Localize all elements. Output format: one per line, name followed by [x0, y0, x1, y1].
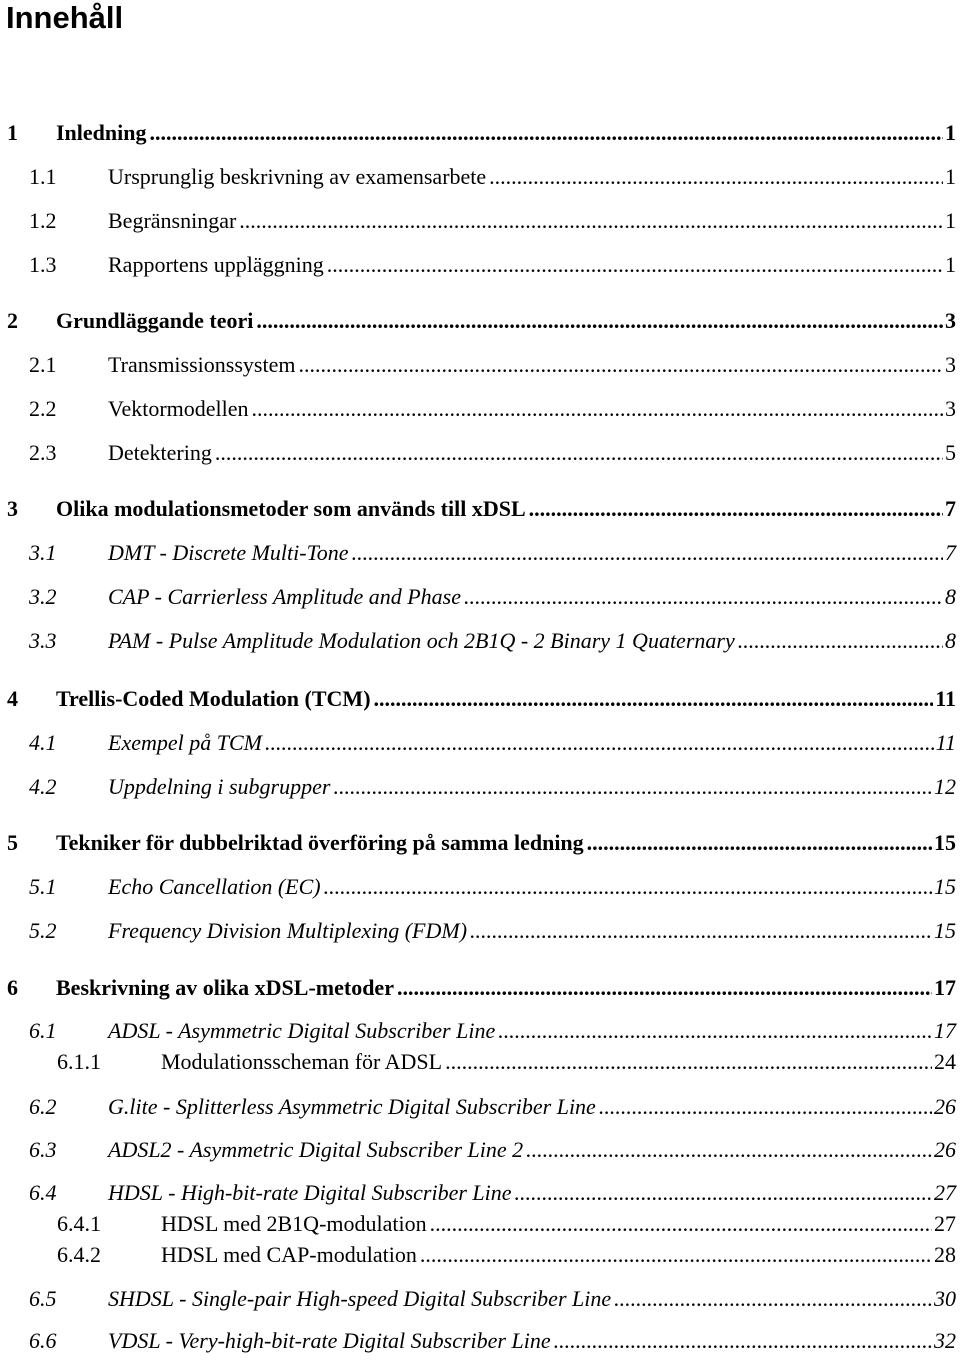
toc-leader-dots — [397, 975, 932, 1001]
toc-number: 3.1 — [29, 540, 57, 565]
toc-title: Inledning — [56, 120, 147, 145]
toc-leader-dots — [489, 164, 943, 190]
toc-leader-dots — [265, 730, 934, 756]
toc-page: 5 — [945, 440, 956, 465]
toc-leader-dots — [554, 1328, 932, 1354]
toc-entry-5[interactable] — [0, 830, 960, 862]
toc-number: 6.2 — [29, 1094, 57, 1119]
toc-page: 27 — [934, 1211, 956, 1236]
toc-title: Ursprunglig beskrivning av examensarbete — [108, 164, 487, 189]
toc-title: Uppdelning i subgrupper — [108, 774, 331, 799]
toc-number: 3.2 — [29, 584, 57, 609]
toc-leader-dots — [464, 584, 943, 610]
toc-entry-6[interactable] — [0, 975, 960, 1007]
toc-title: Modulationsscheman för ADSL — [161, 1049, 443, 1074]
toc-page: 1 — [945, 120, 956, 145]
toc-title: ADSL2 - Asymmetric Digital Subscriber Line 2 — [108, 1137, 524, 1162]
toc-entry-3-2[interactable] — [0, 584, 960, 616]
toc-leader-dots — [498, 1018, 932, 1044]
toc-title: Begränsningar — [108, 208, 237, 233]
toc-number: 1 — [7, 120, 18, 145]
toc-leader-dots — [374, 686, 934, 712]
toc-title: Echo Cancellation (EC) — [108, 874, 321, 899]
toc-page: 3 — [945, 352, 956, 377]
toc-title: ADSL - Asymmetric Digital Subscriber Line — [108, 1018, 496, 1043]
toc-number: 4.1 — [29, 730, 57, 755]
toc-leader-dots — [352, 540, 943, 566]
toc-number: 1.2 — [29, 208, 57, 233]
toc-number: 4 — [7, 686, 18, 711]
toc-entry-1-1[interactable] — [0, 164, 960, 196]
toc-title: Exempel på TCM — [108, 730, 262, 755]
toc-number: 6.1.1 — [57, 1049, 101, 1074]
toc-entry-1[interactable] — [0, 120, 960, 152]
toc-page: 30 — [934, 1286, 956, 1311]
toc-number: 6.5 — [29, 1286, 57, 1311]
toc-page: 11 — [935, 730, 956, 755]
toc-title: VDSL - Very-high-bit-rate Digital Subscriber Line — [108, 1328, 551, 1353]
toc-number: 5.2 — [29, 918, 57, 943]
toc-entry-6-2[interactable] — [0, 1094, 960, 1126]
toc-page: 24 — [934, 1049, 956, 1074]
toc-page: 1 — [945, 164, 956, 189]
toc-entry-4[interactable] — [0, 686, 960, 718]
toc-leader-dots — [599, 1094, 932, 1120]
toc-entry-3-3[interactable] — [0, 628, 960, 660]
toc-number: 6.1 — [29, 1018, 57, 1043]
toc-leader-dots — [150, 120, 944, 146]
toc-page: 28 — [934, 1242, 956, 1267]
toc-title: HDSL med 2B1Q-modulation — [161, 1211, 427, 1236]
toc-title: G.lite - Splitterless Asymmetric Digital Subscriber Line — [108, 1094, 596, 1119]
toc-title: Trellis-Coded Modulation (TCM) — [56, 686, 371, 711]
toc-number: 6.3 — [29, 1137, 57, 1162]
toc-entry-6-4-1[interactable] — [0, 1211, 960, 1243]
toc-page: 11 — [935, 686, 956, 711]
toc-title: Grundläggande teori — [56, 308, 254, 333]
toc-page: 8 — [945, 628, 956, 653]
toc-leader-dots — [333, 774, 932, 800]
toc-entry-6-1-1[interactable] — [0, 1049, 960, 1081]
toc-title: Frequency Division Multiplexing (FDM) — [108, 918, 468, 943]
toc-title: CAP - Carrierless Amplitude and Phase — [108, 584, 462, 609]
toc-page: 1 — [945, 208, 956, 233]
toc-page: 3 — [945, 396, 956, 421]
toc-page: 15 — [934, 830, 956, 855]
toc-entry-5-2[interactable] — [0, 918, 960, 950]
toc-number: 1.1 — [29, 164, 57, 189]
toc-number: 3.3 — [29, 628, 57, 653]
toc-page: 12 — [934, 774, 956, 799]
toc-number: 6 — [7, 975, 18, 1000]
toc-entry-6-5[interactable] — [0, 1286, 960, 1318]
toc-number: 6.4.2 — [57, 1242, 101, 1267]
toc-leader-dots — [324, 874, 932, 900]
toc-title: Detektering — [108, 440, 212, 465]
toc-title: Beskrivning av olika xDSL-metoder — [56, 975, 394, 1000]
toc-number: 1.3 — [29, 252, 57, 277]
toc-entry-6-4-2[interactable] — [0, 1242, 960, 1274]
toc-page: 17 — [934, 1018, 956, 1043]
toc-entry-1-2[interactable] — [0, 208, 960, 240]
toc-leader-dots — [587, 830, 932, 856]
toc-title: HDSL - High-bit-rate Digital Subscriber Line — [108, 1180, 512, 1205]
toc-leader-dots — [239, 208, 943, 234]
toc-entry-2-2[interactable] — [0, 396, 960, 428]
toc-number: 3 — [7, 496, 18, 521]
toc-leader-dots — [526, 1137, 932, 1163]
toc-leader-dots — [252, 396, 943, 422]
toc-number: 4.2 — [29, 774, 57, 799]
toc-entry-1-3[interactable] — [0, 252, 960, 284]
toc-entry-2-1[interactable] — [0, 352, 960, 384]
toc-entry-6-6[interactable] — [0, 1328, 960, 1360]
toc-number: 5 — [7, 830, 18, 855]
toc-leader-dots — [327, 252, 943, 278]
toc-leader-dots — [256, 308, 943, 334]
toc-entry-3-1[interactable] — [0, 540, 960, 572]
toc-page: 1 — [945, 252, 956, 277]
toc-entry-2[interactable] — [0, 308, 960, 340]
toc-title: Olika modulationsmetoder som används till xDSL — [56, 496, 526, 521]
toc-title: HDSL med CAP-modulation — [161, 1242, 417, 1267]
toc-entry-6-3[interactable] — [0, 1137, 960, 1169]
toc-page: 26 — [934, 1094, 956, 1119]
toc-page: 3 — [945, 308, 956, 333]
toc-title: DMT - Discrete Multi-Tone — [108, 540, 349, 565]
toc-page: 27 — [934, 1180, 956, 1205]
toc-title: PAM - Pulse Amplitude Modulation och 2B1Q - 2 Binary 1 Quaternary — [108, 628, 735, 653]
toc-leader-dots — [298, 352, 943, 378]
toc-page: 15 — [934, 918, 956, 943]
toc-entry-4-2[interactable] — [0, 774, 960, 806]
toc-number: 6.4.1 — [57, 1211, 101, 1236]
toc-leader-dots — [529, 496, 943, 522]
toc-title: Vektormodellen — [108, 396, 249, 421]
toc-leader-dots — [738, 628, 943, 654]
toc-leader-dots — [614, 1286, 932, 1312]
toc-number: 2.3 — [29, 440, 57, 465]
toc-page: 32 — [934, 1328, 956, 1353]
toc-number: 6.4 — [29, 1180, 57, 1205]
toc-page: 8 — [945, 584, 956, 609]
toc-number: 6.6 — [29, 1328, 57, 1353]
toc-entry-2-3[interactable] — [0, 440, 960, 472]
toc-entry-4-1[interactable] — [0, 730, 960, 762]
toc-page: 7 — [945, 496, 956, 521]
toc-page: 17 — [934, 975, 956, 1000]
toc-entry-5-1[interactable] — [0, 874, 960, 906]
toc-leader-dots — [515, 1180, 932, 1206]
toc-entry-6-1[interactable] — [0, 1018, 960, 1050]
toc-page: 15 — [934, 874, 956, 899]
toc-page: 7 — [945, 540, 956, 565]
toc-number: 2.1 — [29, 352, 57, 377]
toc-leader-dots — [430, 1211, 932, 1237]
toc-page: 26 — [934, 1137, 956, 1162]
toc-title: SHDSL - Single-pair High-speed Digital Subscriber Line — [108, 1286, 612, 1311]
toc-title: Rapportens uppläggning — [108, 252, 324, 277]
toc-leader-dots — [215, 440, 943, 466]
toc-number: 5.1 — [29, 874, 57, 899]
toc-leader-dots — [470, 918, 932, 944]
toc-number: 2 — [7, 308, 18, 333]
toc-title: Transmissionssystem — [108, 352, 296, 377]
toc-leader-dots — [420, 1242, 932, 1268]
toc-leader-dots — [445, 1049, 932, 1075]
page-title: Innehåll — [6, 0, 124, 35]
toc-entry-3[interactable] — [0, 496, 960, 528]
toc-entry-6-4[interactable] — [0, 1180, 960, 1212]
toc-title: Tekniker för dubbelriktad överföring på samma ledning — [56, 830, 584, 855]
toc-number: 2.2 — [29, 396, 57, 421]
